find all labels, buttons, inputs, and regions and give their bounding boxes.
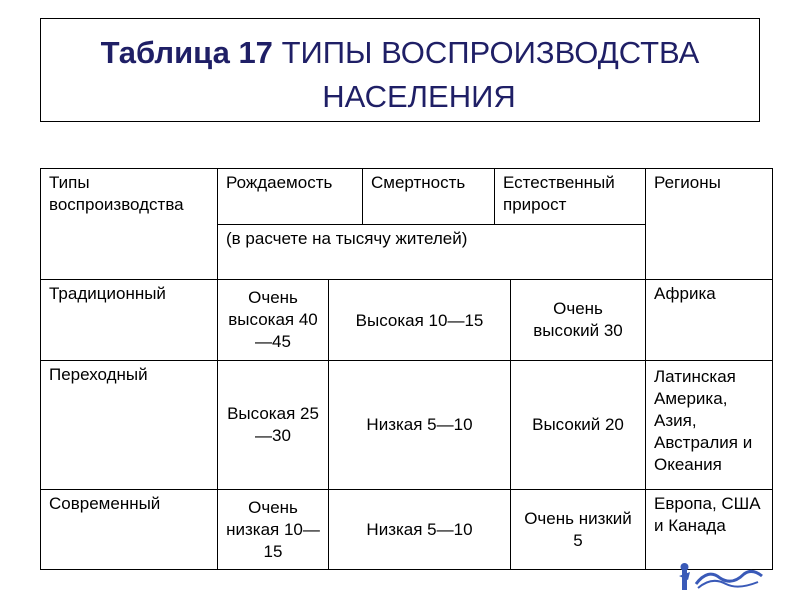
header-death-rate-label: Смертность [371,173,466,192]
figure-emblem-icon [676,562,766,594]
table-label: Таблица 17 [100,35,273,70]
birth-value: Очень низкая 10—15 [226,497,320,561]
table-row-3-type [40,489,218,570]
header-types-label: Типы воспроизводства [49,173,184,214]
header-natural-growth [494,168,646,225]
title-box [40,18,760,122]
table-row-2-type [40,360,218,490]
table-row-1-growth [510,279,646,361]
title-text-line2: НАСЕЛЕНИЯ [322,79,516,114]
table-row-2-birth [217,360,329,490]
table-row-2-regions [645,360,773,490]
header-birth-rate [217,168,363,225]
death-value: Высокая 10—15 [355,311,484,330]
title-text-line1: ТИПЫ ВОСПРОИЗВОДСТВА [281,35,700,70]
growth-value: Очень низкий 5 [524,508,632,550]
table-row-3-birth [217,489,329,570]
header-regions [645,168,773,280]
regions-value: Африка [654,284,716,303]
row-type-label: Современный [49,494,161,513]
header-natural-growth-label: Естественный прирост [503,173,615,214]
header-birth-rate-label: Рождаемость [226,173,333,192]
regions-value: Латинская Америка, Азия, Австралия и Океания [654,367,753,474]
table-row-1-type [40,279,218,361]
header-death-rate [362,168,495,225]
header-types [40,168,218,280]
birth-value: Очень высокая 40—45 [228,288,318,351]
table-row-3-regions [645,489,773,570]
regions-value: Европа, США и Канада [654,494,761,535]
table-row-1-death [328,279,511,361]
death-value: Низкая 5—10 [366,415,473,434]
table-row-3-growth [510,489,646,570]
table-row-2-growth [510,360,646,490]
unit-note-label: (в расчете на тысячу жителей) [226,229,468,248]
header-regions-label: Регионы [654,173,721,192]
death-value: Низкая 5—10 [366,519,473,539]
page-title [41,35,759,71]
table-row-3-death [328,489,511,570]
table-row-1-birth [217,279,329,361]
growth-value: Очень высокий 30 [533,299,623,340]
table-row-2-death [328,360,511,490]
university-logo [676,562,766,594]
row-type-label: Переходный [49,365,148,384]
growth-value: Высокий 20 [532,415,624,434]
header-unit-note [217,224,646,280]
row-type-label: Традиционный [49,284,166,303]
table-row-1-regions [645,279,773,361]
birth-value: Высокая 25—30 [227,404,319,445]
